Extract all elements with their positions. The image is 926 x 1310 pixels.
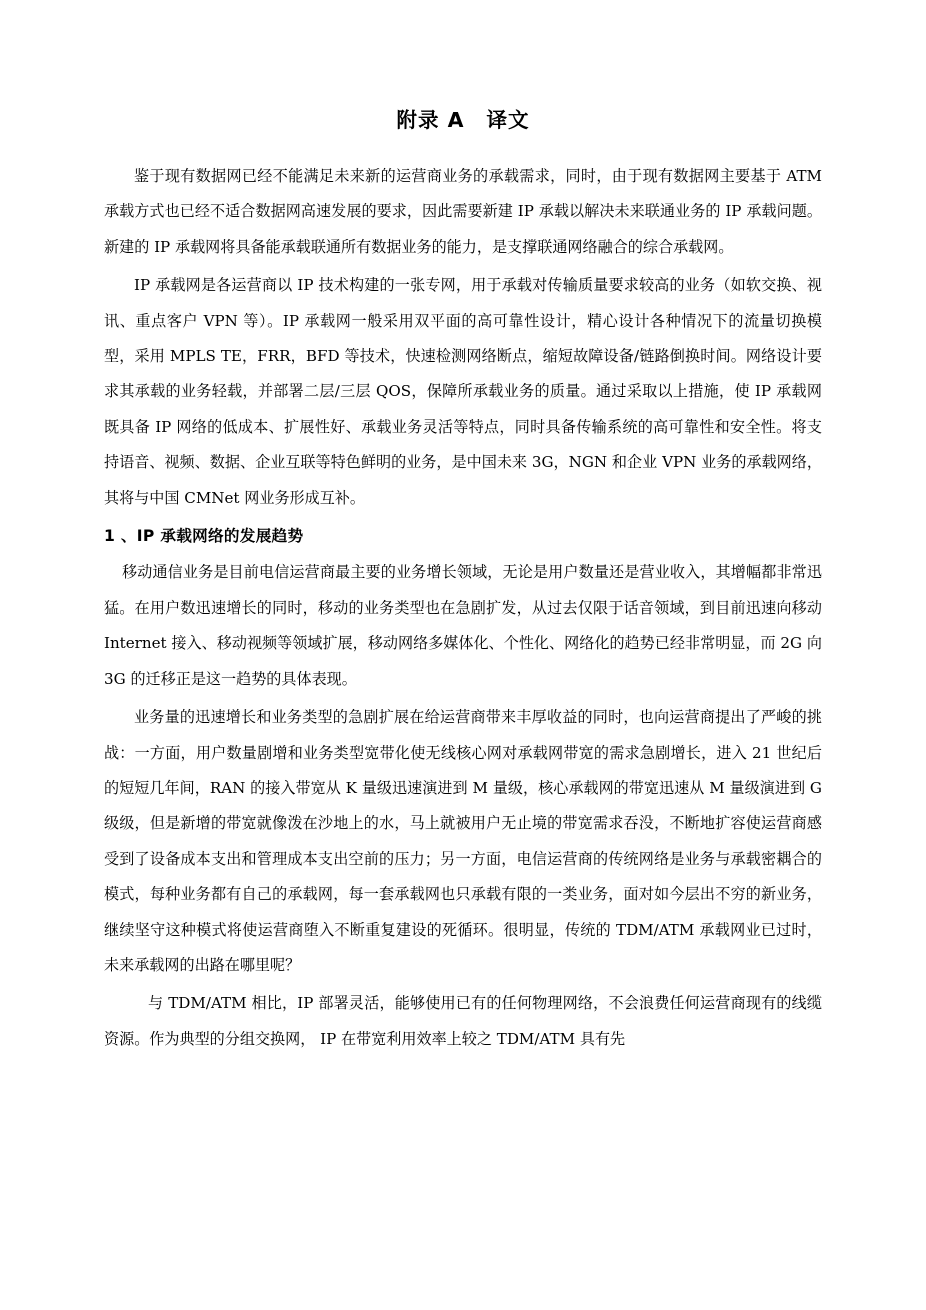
paragraph-3: 移动通信业务是目前电信运营商最主要的业务增长领域，无论是用户数量还是营业收入，其增幅都非常迅猛。在用户数迅速增长的同时，移动的业务类型也在急剧扩发，从过去仅限于话音领域，到目前迅速向移动 Internet 接入、移动视频等领域扩展，移动网络多媒体化、个性化、网络化的趋势已经非常明显，而 2G 向 3G 的迁移正是这一趋势的具体表现。 <box>104 563 822 688</box>
paragraph-4: 业务量的迅速增长和业务类型的急剧扩展在给运营商带来丰厚收益的同时，也向运营商提出了严峻的挑战：一方面，用户数量剧增和业务类型宽带化使无线核心网对承载网带宽的需求急剧增长，进入 21 世纪后的短短几年间，RAN 的接入带宽从 K 量级迅速演进到 M 量级，核心承载网的带宽迅速从 M 量级演进到 G 级级，但是新增的带宽就像泼在沙地上的水，马上就被用户无止境的带宽需求吞没，不断地扩容使运营商感受到了设备成本支出和管理成本支出空前的压力；另一方面，电信运营商的传统网络是业务与承载密耦合的模式，每种业务都有自己的承载网，每一套承载网也只承载有限的一类业务，面对如今层出不穷的新业务，继续坚守这种模式将使运营商堕入不断重复建设的死循环。很明显，传统的 TDM/ATM 承载网业已过时，未来承载网的出路在哪里呢？ <box>104 708 822 974</box>
section-heading-1: 1 、IP 承载网络的发展趋势 <box>104 527 304 546</box>
paragraph-2: IP 承载网是各运营商以 IP 技术构建的一张专网，用于承载对传输质量要求较高的业务（如软交换、视讯、重点客户 VPN 等）。IP 承载网一般采用双平面的高可靠性设计，精心设计各种情况下的流量切换模型，采用 MPLS TE，FRR，BFD 等技术，快速检测网络断点，缩短故障设备/链路倒换时间。网络设计要求其承载的业务轻载，并部署二层/三层 QOS，保障所承载业务的质量。通过采取以上措施，使 IP 承载网既具备 IP 网络的低成本、扩展性好、承载业务灵活等特点，同时具备传输系统的高可靠性和安全性。将支持语音、视频、数据、企业互联等特色鲜明的业务，是中国未来 3G，NGN 和企业 VPN 业务的承载网络，其将与中国 CMNet 网业务形成互补。 <box>104 276 822 507</box>
page-title-main: 附录 A <box>396 108 465 132</box>
page-title-sub: 译文 <box>486 108 530 132</box>
page-content <box>104 103 822 1060</box>
page-title <box>104 103 822 133</box>
paragraph-5: 与 TDM/ATM 相比，IP 部署灵活，能够使用已有的任何物理网络，不会浪费任何运营商现有的线缆资源。作为典型的分组交换网， IP 在带宽利用效率上较之 TDM/ATM 具有先 <box>104 994 822 1048</box>
paragraph-1: 鉴于现有数据网已经不能满足未来新的运营商业务的承载需求，同时，由于现有数据网主要基于 ATM 承载方式也已经不适合数据网高速发展的要求，因此需要新建 IP 承载以解决未来联通业务的 IP 承载问题。新建的 IP 承载网将具备能承载联通所有数据业务的能力，是支撑联通网络融合的综合承载网。 <box>104 167 822 256</box>
